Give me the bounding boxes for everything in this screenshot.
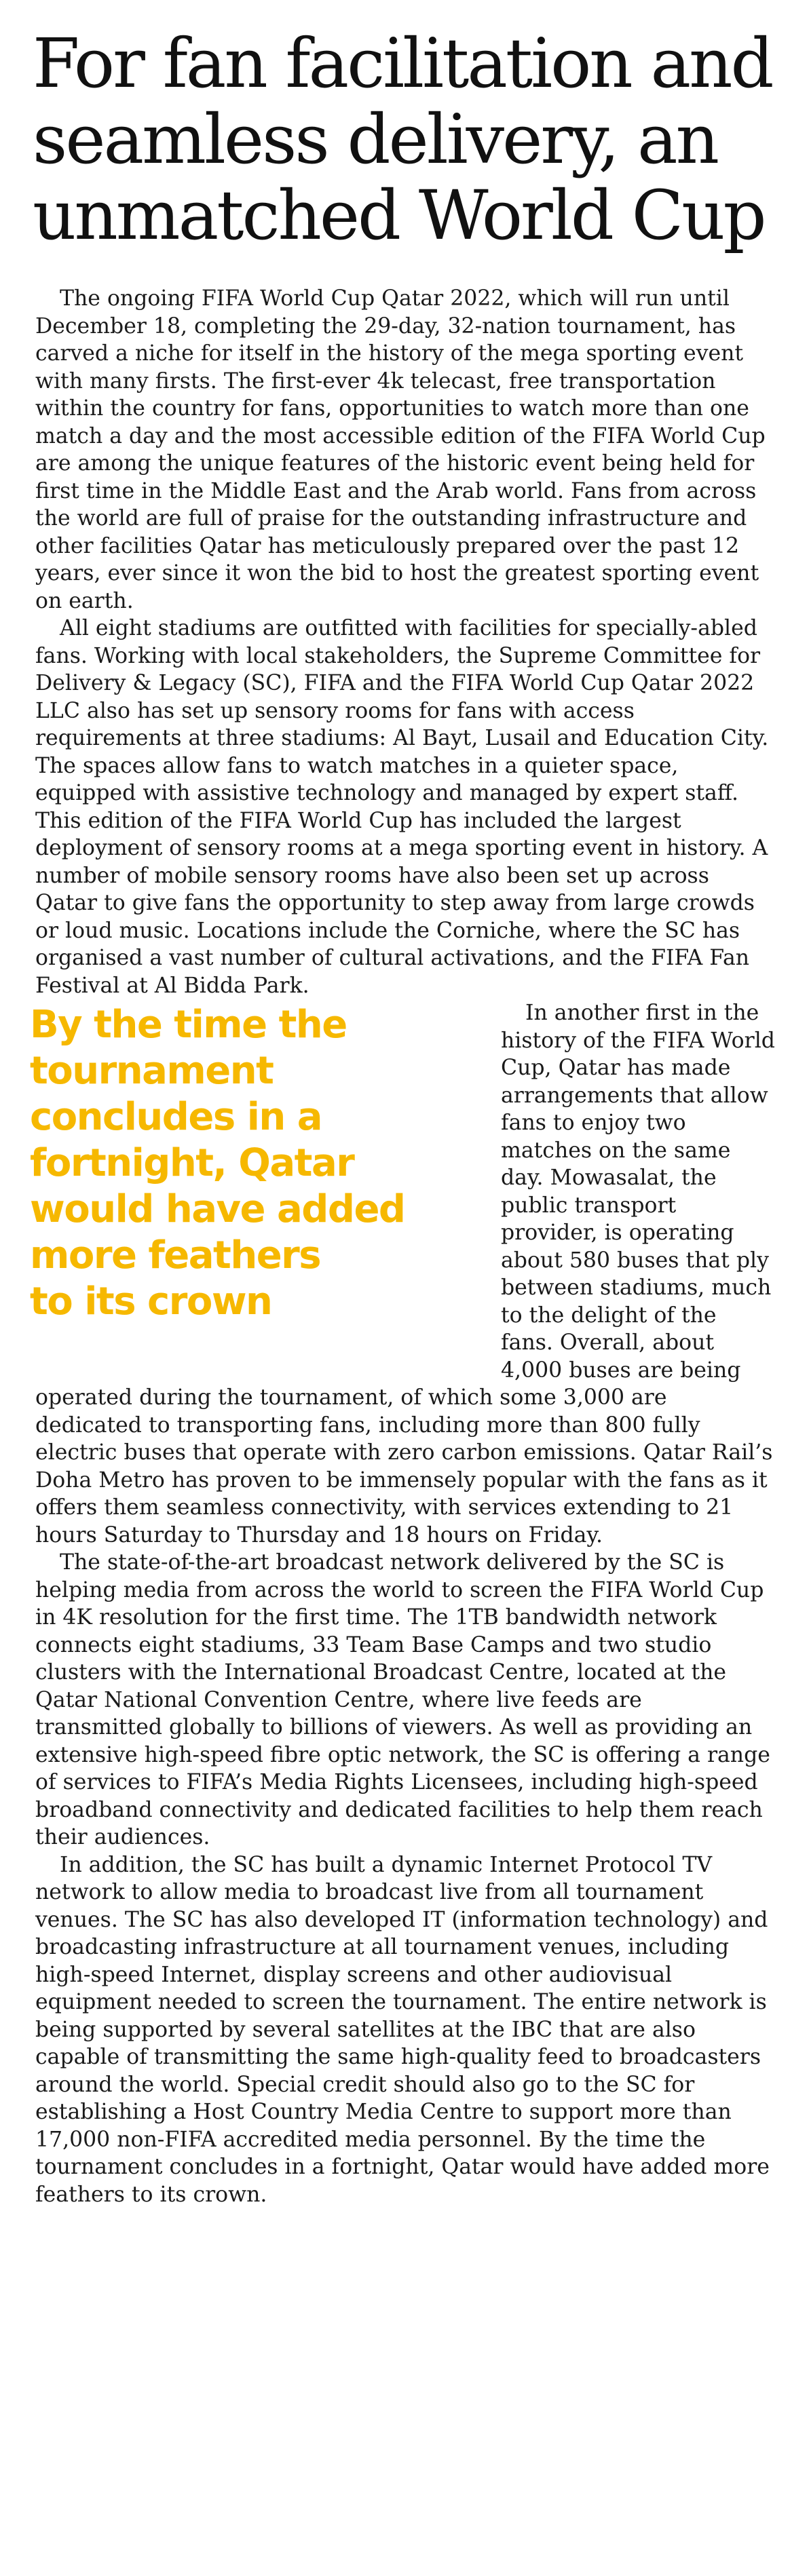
pull-quote-line: more feathers [30,1233,321,1277]
headline: For fan facilitation and seamless delivery, an unmatched World Cup [33,24,772,255]
pull-quote-line: By the time the [30,1003,347,1047]
pull-quote-line: would have added [30,1187,405,1231]
pull-quote [30,1002,485,1368]
paragraph-5: In addition, the SC has built a dynamic Internet Protocol TV network to allow media to broadcast live from all tournament venues. The SC has also developed IT (information technology) and broadcasting infrastructure at all tournament venues, including high-speed Internet, display screens and other audiovisual equipment needed to screen the tournament. The entire network is being supported by several satellites at the IBC that are also capable of transmitting the same high-quality feed to broadcasters around the world. Special credit should also go to the SC for establishing a Host Country Media Centre to support more than 17,000 non-FIFA accredited media personnel. By the time the tournament concludes in a fortnight, Qatar would have added more feathers to its crown. [35,1852,770,2207]
paragraph-1: The ongoing FIFA World Cup Qatar 2022, which will run until December 18, completing the 29-day, 32-nation tournament, has carved a niche for itself in the history of the mega sporting event with many firsts. The first-ever 4k telecast, free transportation within the country for fans, opportunities to watch more than one match a day and the most accessible edition of the FIFA World Cup are among the unique features of the historic event being held for first time in the Middle East and the Arab world. Fans from across the world are full of praise for the outstanding infrastructure and other facilities Qatar has meticulously prepared over the past 12 years, ever since it won the bid to host the greatest sporting event on earth. [35,286,766,613]
paragraph-3: In another first in the history of the FIFA World Cup, Qatar has made arrangements that allow fans to enjoy two matches on the same day. Mowasalat, the public transport provider, is operating about 580 buses that ply between stadiums, much to the delight of the fans. Overall, about 4,000 buses are being operated during the tournament, of which some 3,000 are dedicated to transporting fans, including more than 800 fully electric buses that operate with zero carbon emissions. Qatar Rail’s Doha Metro has proven to be immensely popular with the fans as it offers them seamless connectivity, with services extending to 21 hours Saturday to Thursday and 18 hours on Friday. [35,1001,775,1547]
paragraph-4: The state-of-the-art broadcast network delivered by the SC is helping media from across the world to screen the FIFA World Cup in 4K resolution for the first time. The 1TB bandwidth network connects eight stadiums, 33 Team Base Camps and two studio clusters with the International Broadcast Centre, located at the Qatar National Convention Centre, where live feeds are transmitted globally to billions of viewers. As well as providing an extensive high-speed fibre optic network, the SC is offering a range of services to FIFA’s Media Rights Licensees, including high-speed broadband connectivity and dedicated facilities to help them reach their audiences. [35,1550,770,1849]
pull-quote-line: tournament [30,1049,274,1093]
pull-quote-line: concludes in a [30,1095,322,1139]
pull-quote-line: to its crown [30,1280,272,1324]
pull-quote-line: fortnight, Qatar [30,1141,354,1185]
article-body [30,285,775,2208]
paragraph-2: All eight stadiums are outfitted with facilities for specially-abled fans. Working with local stakeholders, the Supreme Committee for Delivery & Legacy (SC), FIFA and the FIFA World Cup Qatar 2022 LLC also has set up sensory rooms for fans with access requirements at three stadiums: Al Bayt, Lusail and Education City. The spaces allow fans to watch matches in a quieter space, equipped with assistive technology and managed by expert staff. This edition of the FIFA World Cup has included the largest deployment of sensory rooms at a mega sporting event in history. A number of mobile sensory rooms have also been set up across Qatar to give fans the opportunity to step away from large crowds or loud music. Locations include the Corniche, where the SC has organised a vast number of cultural activations, and the FIFA Fan Festival at Al Bidda Park. [35,616,769,998]
